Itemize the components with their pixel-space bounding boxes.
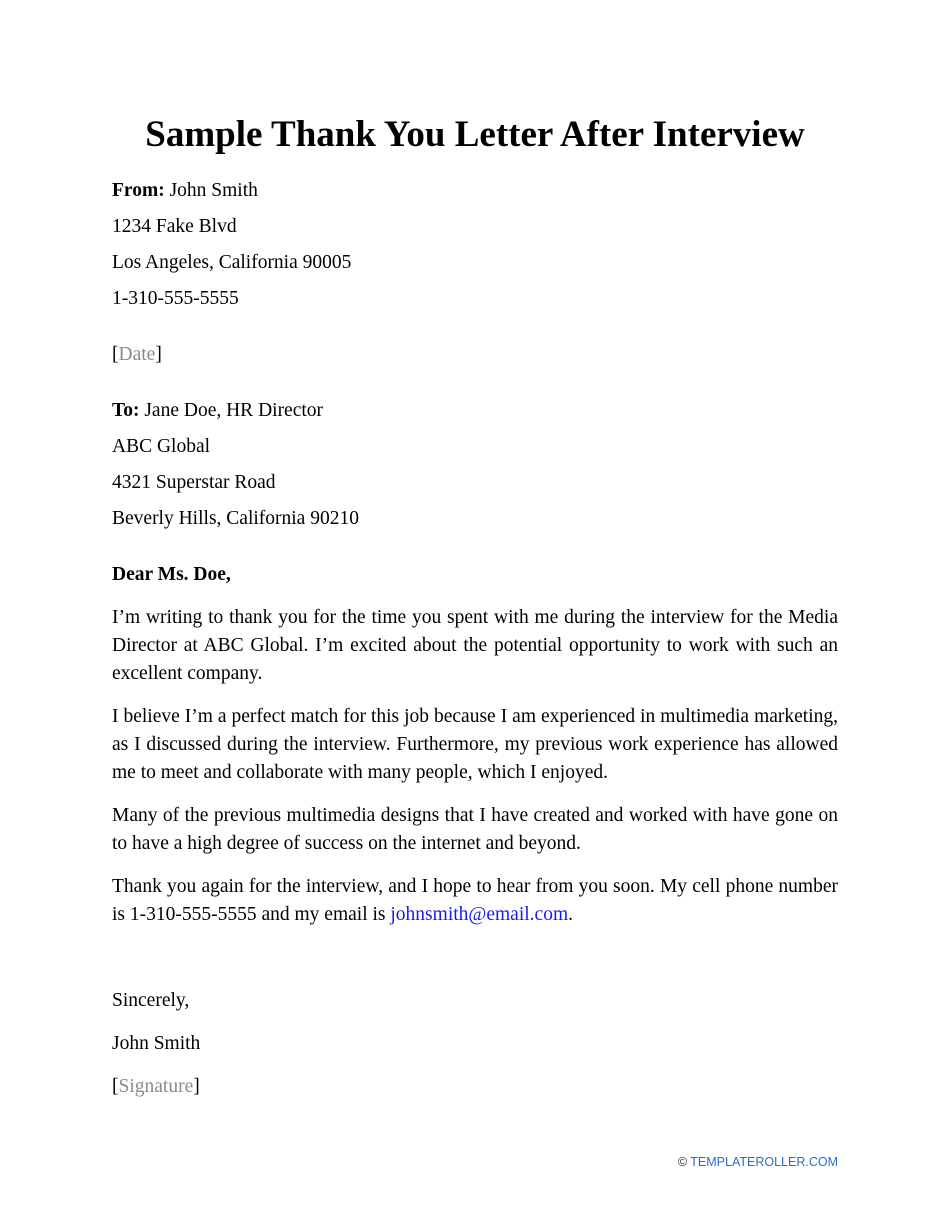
date-placeholder-text: Date bbox=[118, 344, 156, 365]
recipient-address-line1: 4321 Superstar Road bbox=[112, 472, 276, 493]
closing-name: John Smith bbox=[112, 1033, 201, 1054]
recipient-to-line bbox=[112, 399, 323, 423]
body-paragraph-4-end: . bbox=[568, 904, 573, 925]
page-title: Sample Thank You Letter After Interview bbox=[145, 114, 805, 155]
signature-placeholder-text: Signature bbox=[118, 1076, 194, 1097]
body-paragraph-1: I’m writing to thank you for the time you spent with me during the interview for the Media Director at ABC Global. I’m excited about the potential opportunity to work with such an excellent company. bbox=[112, 607, 838, 684]
body-paragraph-3-text: Many of the previous multimedia designs that I have created and worked with have gone on to have a high degree of success on the internet and beyond. bbox=[112, 805, 838, 854]
date-open-bracket: [ bbox=[112, 344, 119, 365]
to-label: To: bbox=[112, 400, 140, 421]
sender-address-line1: 1234 Fake Blvd bbox=[112, 216, 237, 237]
from-label: From: bbox=[112, 180, 165, 201]
sender-phone: 1-310-555-5555 bbox=[112, 288, 239, 309]
recipient-address-line2: Beverly Hills, California 90210 bbox=[112, 508, 359, 529]
body-paragraph-3 bbox=[112, 802, 838, 858]
sender-name: John Smith bbox=[169, 180, 258, 201]
body-paragraph-4 bbox=[112, 873, 838, 929]
sender-from-line bbox=[112, 179, 258, 203]
sender-address-line2: Los Angeles, California 90005 bbox=[112, 252, 352, 273]
copyright-symbol: © bbox=[677, 1155, 688, 1169]
recipient-name: Jane Doe, HR Director bbox=[144, 400, 324, 421]
recipient-company: ABC Global bbox=[112, 436, 211, 457]
email-link[interactable]: johnsmith@email.com bbox=[390, 904, 569, 925]
salutation: Dear Ms. Doe, bbox=[112, 564, 231, 585]
valediction: Sincerely, bbox=[112, 990, 190, 1011]
footer-credit bbox=[678, 1154, 838, 1170]
signature-close-bracket: ] bbox=[193, 1076, 200, 1097]
signature-open-bracket: [ bbox=[112, 1076, 119, 1097]
body-paragraph-2: I believe I’m a perfect match for this job because I am experienced in multimedia marketing, as I discussed during the interview. Furthermore, my previous work experience has allowed me to meet and collaborate with many people, which I enjoyed. bbox=[112, 706, 838, 783]
signature-placeholder bbox=[112, 1075, 200, 1099]
body-paragraph-4-text: Thank you again for the interview, and I hope to hear from you soon. My cell phone number is 1-310-555-5555 and my email is bbox=[112, 876, 838, 925]
date-close-bracket: ] bbox=[155, 344, 162, 365]
templateroller-link[interactable]: TEMPLATEROLLER.COM bbox=[690, 1155, 838, 1169]
date-placeholder bbox=[112, 343, 162, 367]
